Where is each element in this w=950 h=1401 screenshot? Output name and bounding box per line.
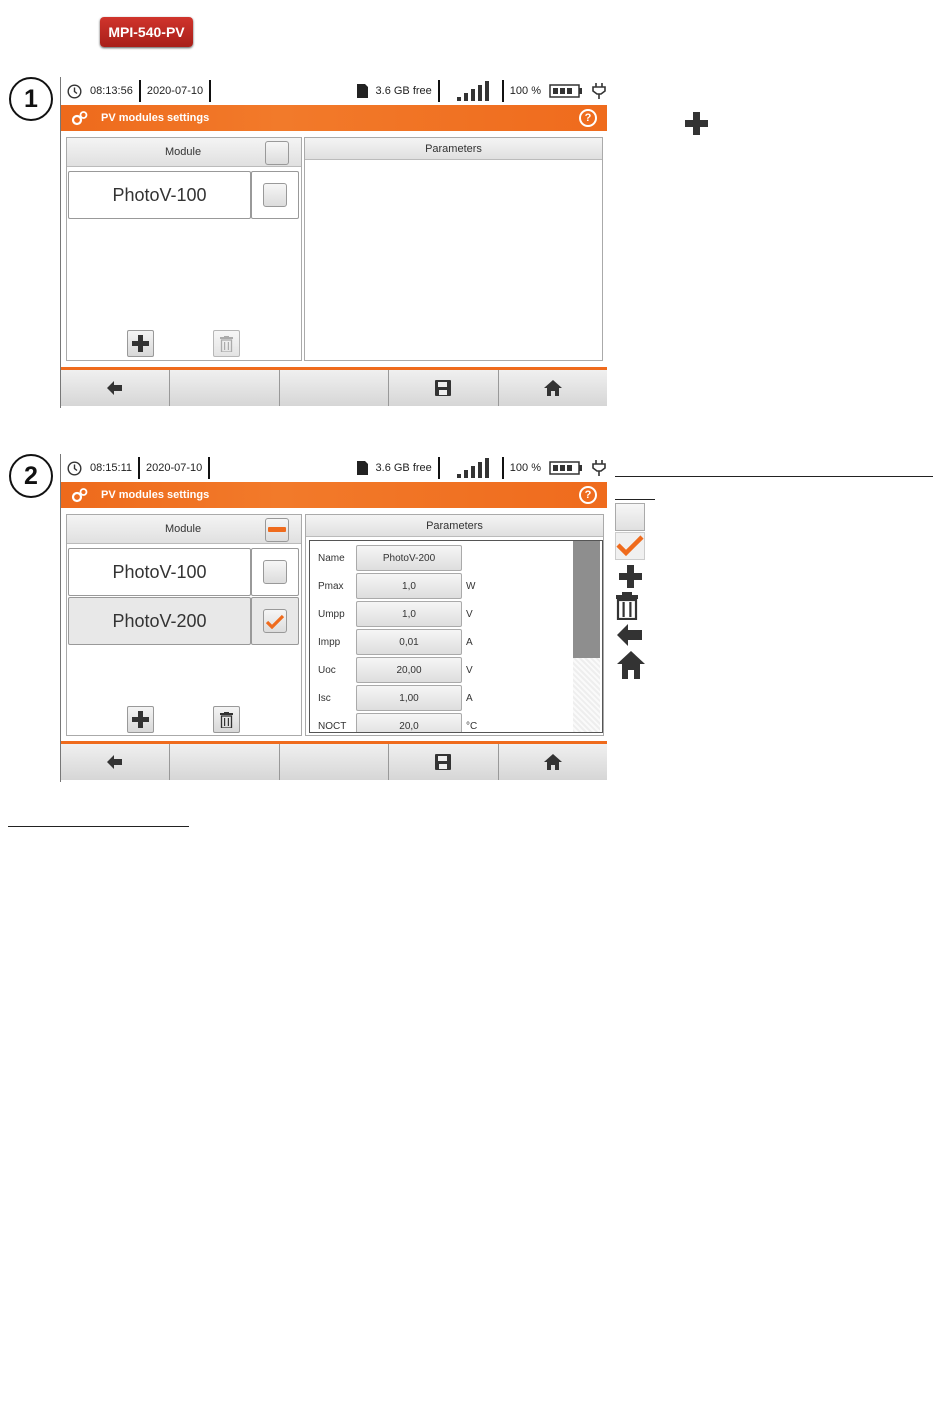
plus-icon [618,564,643,589]
step-number-2: 2 [9,454,53,498]
status-bar [61,77,607,105]
module-checkbox-cell[interactable] [251,548,299,596]
divider [209,80,211,102]
divider [139,80,141,102]
param-value-input[interactable]: PhotoV-200 [356,545,462,571]
module-panel [66,514,302,736]
back-arrow-icon [107,755,123,769]
param-label: Isc [318,692,331,704]
parameters-header-label: Parameters [425,142,482,155]
param-row-impp [318,630,473,654]
checkmark-icon [266,614,284,629]
param-label: Uoc [318,664,336,676]
trash-icon [220,712,233,728]
underline [8,826,189,827]
delete-module-button[interactable] [213,330,240,357]
module-name[interactable]: PhotoV-100 [68,548,251,596]
select-all-checkbox[interactable] [265,141,289,165]
signal-icon [456,80,490,102]
param-label: Impp [318,636,341,648]
empty-button[interactable] [280,370,389,406]
param-value-input[interactable]: 20,0 [356,713,462,733]
clock-time: 08:13:56 [90,85,133,97]
plus-icon [684,111,709,136]
battery-icon [549,83,583,99]
scrollbar-track[interactable] [573,541,600,732]
storage-free: 3.6 GB free [375,462,432,474]
page-title: PV modules settings [101,112,210,124]
device-badge: MPI-540-PV [100,17,193,47]
module-panel [66,137,302,361]
param-unit: A [466,692,473,704]
back-button[interactable] [61,744,170,780]
module-name[interactable]: PhotoV-200 [68,597,251,645]
home-icon [544,754,562,770]
back-arrow-icon [107,381,123,395]
clock-icon [67,84,82,99]
add-module-button[interactable] [127,706,154,733]
help-button[interactable]: ? [579,109,597,127]
power-plug-icon [591,459,607,477]
param-row-isc [318,686,473,710]
parameters-list [309,540,603,733]
sd-card-icon [356,83,369,99]
help-button[interactable]: ? [579,486,597,504]
param-row-pmax [318,574,475,598]
save-button[interactable] [389,370,498,406]
device-screen-2 [60,454,607,782]
back-button[interactable] [61,370,170,406]
param-label: Name [318,552,345,564]
parameters-panel [305,514,604,736]
divider [502,457,504,479]
module-checkbox-cell[interactable] [251,171,299,219]
save-button[interactable] [389,744,498,780]
minus-icon [268,527,286,533]
device-screen-1 [60,77,607,408]
param-row-umpp [318,602,473,626]
home-icon [544,380,562,396]
floppy-disk-icon [435,380,451,396]
step-number-1: 1 [9,77,53,121]
home-button[interactable] [499,744,607,780]
empty-button[interactable] [170,744,279,780]
param-label: Pmax [318,580,344,592]
parameters-header [306,515,603,537]
clock-time: 08:15:11 [90,462,133,474]
sd-card-icon [356,460,369,476]
date: 2020-07-10 [146,85,204,97]
param-row-name [318,546,466,570]
module-header-label: Module [165,523,202,535]
checkbox-checked[interactable] [263,609,287,633]
param-row-noct [318,714,477,733]
underline [615,476,933,477]
param-value-input[interactable]: 20,00 [356,657,462,683]
home-icon [617,651,645,679]
settings-gears-icon [71,110,89,126]
divider [208,457,210,479]
checkbox-empty-icon [615,503,645,531]
bottom-toolbar [61,367,607,406]
divider [438,80,440,102]
trash-icon [616,592,638,620]
status-bar [61,454,607,482]
checkbox-checked-icon [615,532,645,560]
param-unit: W [466,580,476,592]
module-name[interactable]: PhotoV-100 [68,171,251,219]
settings-gears-icon [71,487,89,503]
battery-percent: 100 % [509,462,541,474]
date: 2020-07-10 [146,462,203,474]
param-unit: A [466,636,473,648]
title-bar [61,482,607,508]
param-row-uoc [318,658,473,682]
title-bar [61,105,607,131]
module-header-label: Module [165,146,202,158]
param-label: NOCT [318,720,347,732]
plus-icon [132,711,149,728]
divider [138,457,140,479]
empty-button[interactable] [170,370,279,406]
select-all-checkbox-partial[interactable] [265,518,289,542]
list-item[interactable] [68,171,299,219]
parameters-header [305,138,602,160]
param-unit: V [466,608,473,620]
list-item[interactable] [68,548,299,596]
parameters-header-label: Parameters [426,519,483,532]
page-title: PV modules settings [101,489,210,501]
divider [438,457,440,479]
back-arrow-icon [617,624,643,646]
battery-icon [549,460,583,476]
power-plug-icon [591,82,607,100]
home-button[interactable] [499,370,607,406]
param-label: Umpp [318,608,345,620]
checkbox[interactable] [263,560,287,584]
underline [615,499,655,500]
trash-icon [220,336,233,352]
param-unit: V [466,664,473,676]
param-value-input[interactable]: 1,0 [356,573,462,599]
add-module-button[interactable] [127,330,154,357]
storage-free: 3.6 GB free [375,85,432,97]
empty-button[interactable] [280,744,389,780]
floppy-disk-icon [435,754,451,770]
bottom-toolbar [61,741,607,780]
param-value-input[interactable]: 0,01 [356,629,462,655]
clock-icon [67,461,82,476]
list-item-selected[interactable] [68,597,299,645]
delete-module-button[interactable] [213,706,240,733]
param-unit: °C [466,720,478,732]
scrollbar-thumb[interactable] [573,541,600,658]
parameters-panel [304,137,603,361]
checkbox[interactable] [263,183,287,207]
checkmark-icon [616,533,644,557]
divider [502,80,504,102]
plus-icon [132,335,149,352]
battery-percent: 100 % [509,85,541,97]
module-checkbox-cell[interactable] [251,597,299,645]
param-value-input[interactable]: 1,0 [356,601,462,627]
signal-icon [456,457,490,479]
param-value-input[interactable]: 1,00 [356,685,462,711]
